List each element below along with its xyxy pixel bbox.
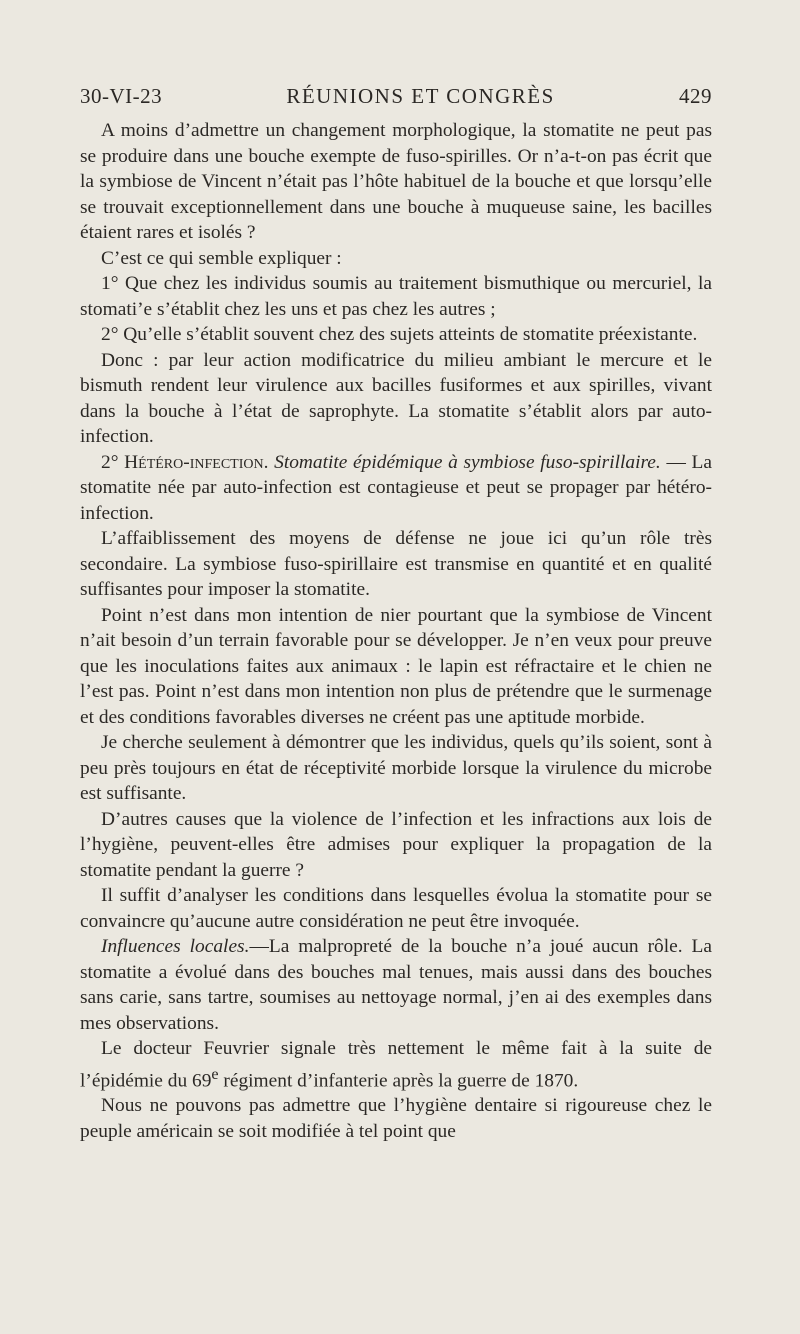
section-hetero-infection	[80, 450, 712, 527]
section-italic-title: Stomatite épidémique à symbiose fuso-spirillaire.	[274, 451, 661, 473]
header-date: 30-VI-23	[80, 84, 163, 108]
paragraph: A moins d’admettre un changement morphologique, la stomatite ne peut pas se produire dans une bouche exempte de fuso-spirilles. Or n’a-t-on pas écrit que la symbiose de Vincent n’était pas l’hôte habituel de la bouche et que lorsqu’elle se trouvait exceptionnellement dans une bouche à muqueuse saine, les bacilles étaient rares et isolés ?	[80, 120, 712, 243]
section-italic-title: Influences locales.	[101, 936, 250, 957]
text-run: Le docteur Feuvrier signale très nettement le même fait à la suite de l’épidémie du 69	[80, 1038, 712, 1091]
body-text	[80, 118, 712, 1144]
page-number: 429	[679, 84, 712, 108]
running-head	[80, 84, 712, 118]
paragraph: Donc : par leur action modificatrice du milieu ambiant le mercure et le bismuth rendent leur virulence aux bacilles fusiformes et aux spirilles, vivant dans la bouche à l’état de saprophyte. La stomatite s’établit alors par auto-infection.	[80, 349, 712, 447]
paragraph: Il suffit d’analyser les conditions dans lesquelles évolua la stomatite pour se convaincre qu’aucune autre considération ne peut être invoquée.	[80, 885, 712, 932]
list-item: 1° Que chez les individus soumis au traitement bismuthique ou mercuriel, la stomati’e s’établit chez les uns et pas chez les autres ;	[80, 273, 712, 320]
section-text: — La stomatite née par auto-infection est contagieuse et peut se propager par hétéro-infection.	[80, 451, 712, 524]
section-number: 2°	[101, 451, 119, 473]
section-influences-locales	[80, 934, 712, 1036]
paragraph: Point n’est dans mon intention de nier pourtant que la symbiose de Vincent n’ait besoin d’un terrain favorable pour se développer. Je n’en veux pour preuve que les inoculations faites aux animaux : le lapin est réfractaire et le chien ne l’est pas. Point n’est dans mon intention non plus de prétendre que le surmenage et des conditions favorables diverses ne créent pas une aptitude morbide.	[80, 604, 712, 728]
section-heading: Hétéro-infection.	[124, 451, 269, 473]
book-page	[80, 84, 712, 1144]
ordinal-superscript: e	[211, 1065, 219, 1083]
text-run: régiment d’infanterie après la guerre de 1870.	[218, 1069, 579, 1091]
paragraph: C’est ce qui semble expliquer :	[101, 247, 342, 269]
paragraph-feuvrier	[80, 1036, 712, 1093]
header-title: RÉUNIONS ET CONGRÈS	[286, 84, 555, 108]
section-text: —La malpropreté de la bouche n’a joué aucun rôle. La stomatite a évolué dans des bouches mal tenues, mais aussi dans des bouches sans carie, sans tartre, soumises au nettoyage normal, j’en ai des exemples dans mes observations.	[80, 936, 713, 1034]
paragraph: Je cherche seulement à démontrer que les individus, quels qu’ils soient, sont à peu près toujours en état de réceptivité morbide lorsque la virulence du microbe est suffisante.	[80, 732, 712, 804]
paragraph: Nous ne pouvons pas admettre que l’hygiène dentaire si rigoureuse chez le peuple américain se soit modifiée à tel point que	[80, 1095, 712, 1142]
paragraph: D’autres causes que la violence de l’infection et les infractions aux lois de l’hygiène, peuvent-elles être admises pour expliquer la propagation de la stomatite pendant la guerre ?	[80, 808, 712, 881]
list-item: 2° Qu’elle s’établit souvent chez des sujets atteints de stomatite préexistante.	[101, 324, 698, 345]
paragraph: L’affaiblissement des moyens de défense ne joue ici qu’un rôle très secondaire. La symbiose fuso-spirillaire est transmise en quantité et en qualité suffisantes pour imposer la stomatite.	[80, 528, 712, 600]
